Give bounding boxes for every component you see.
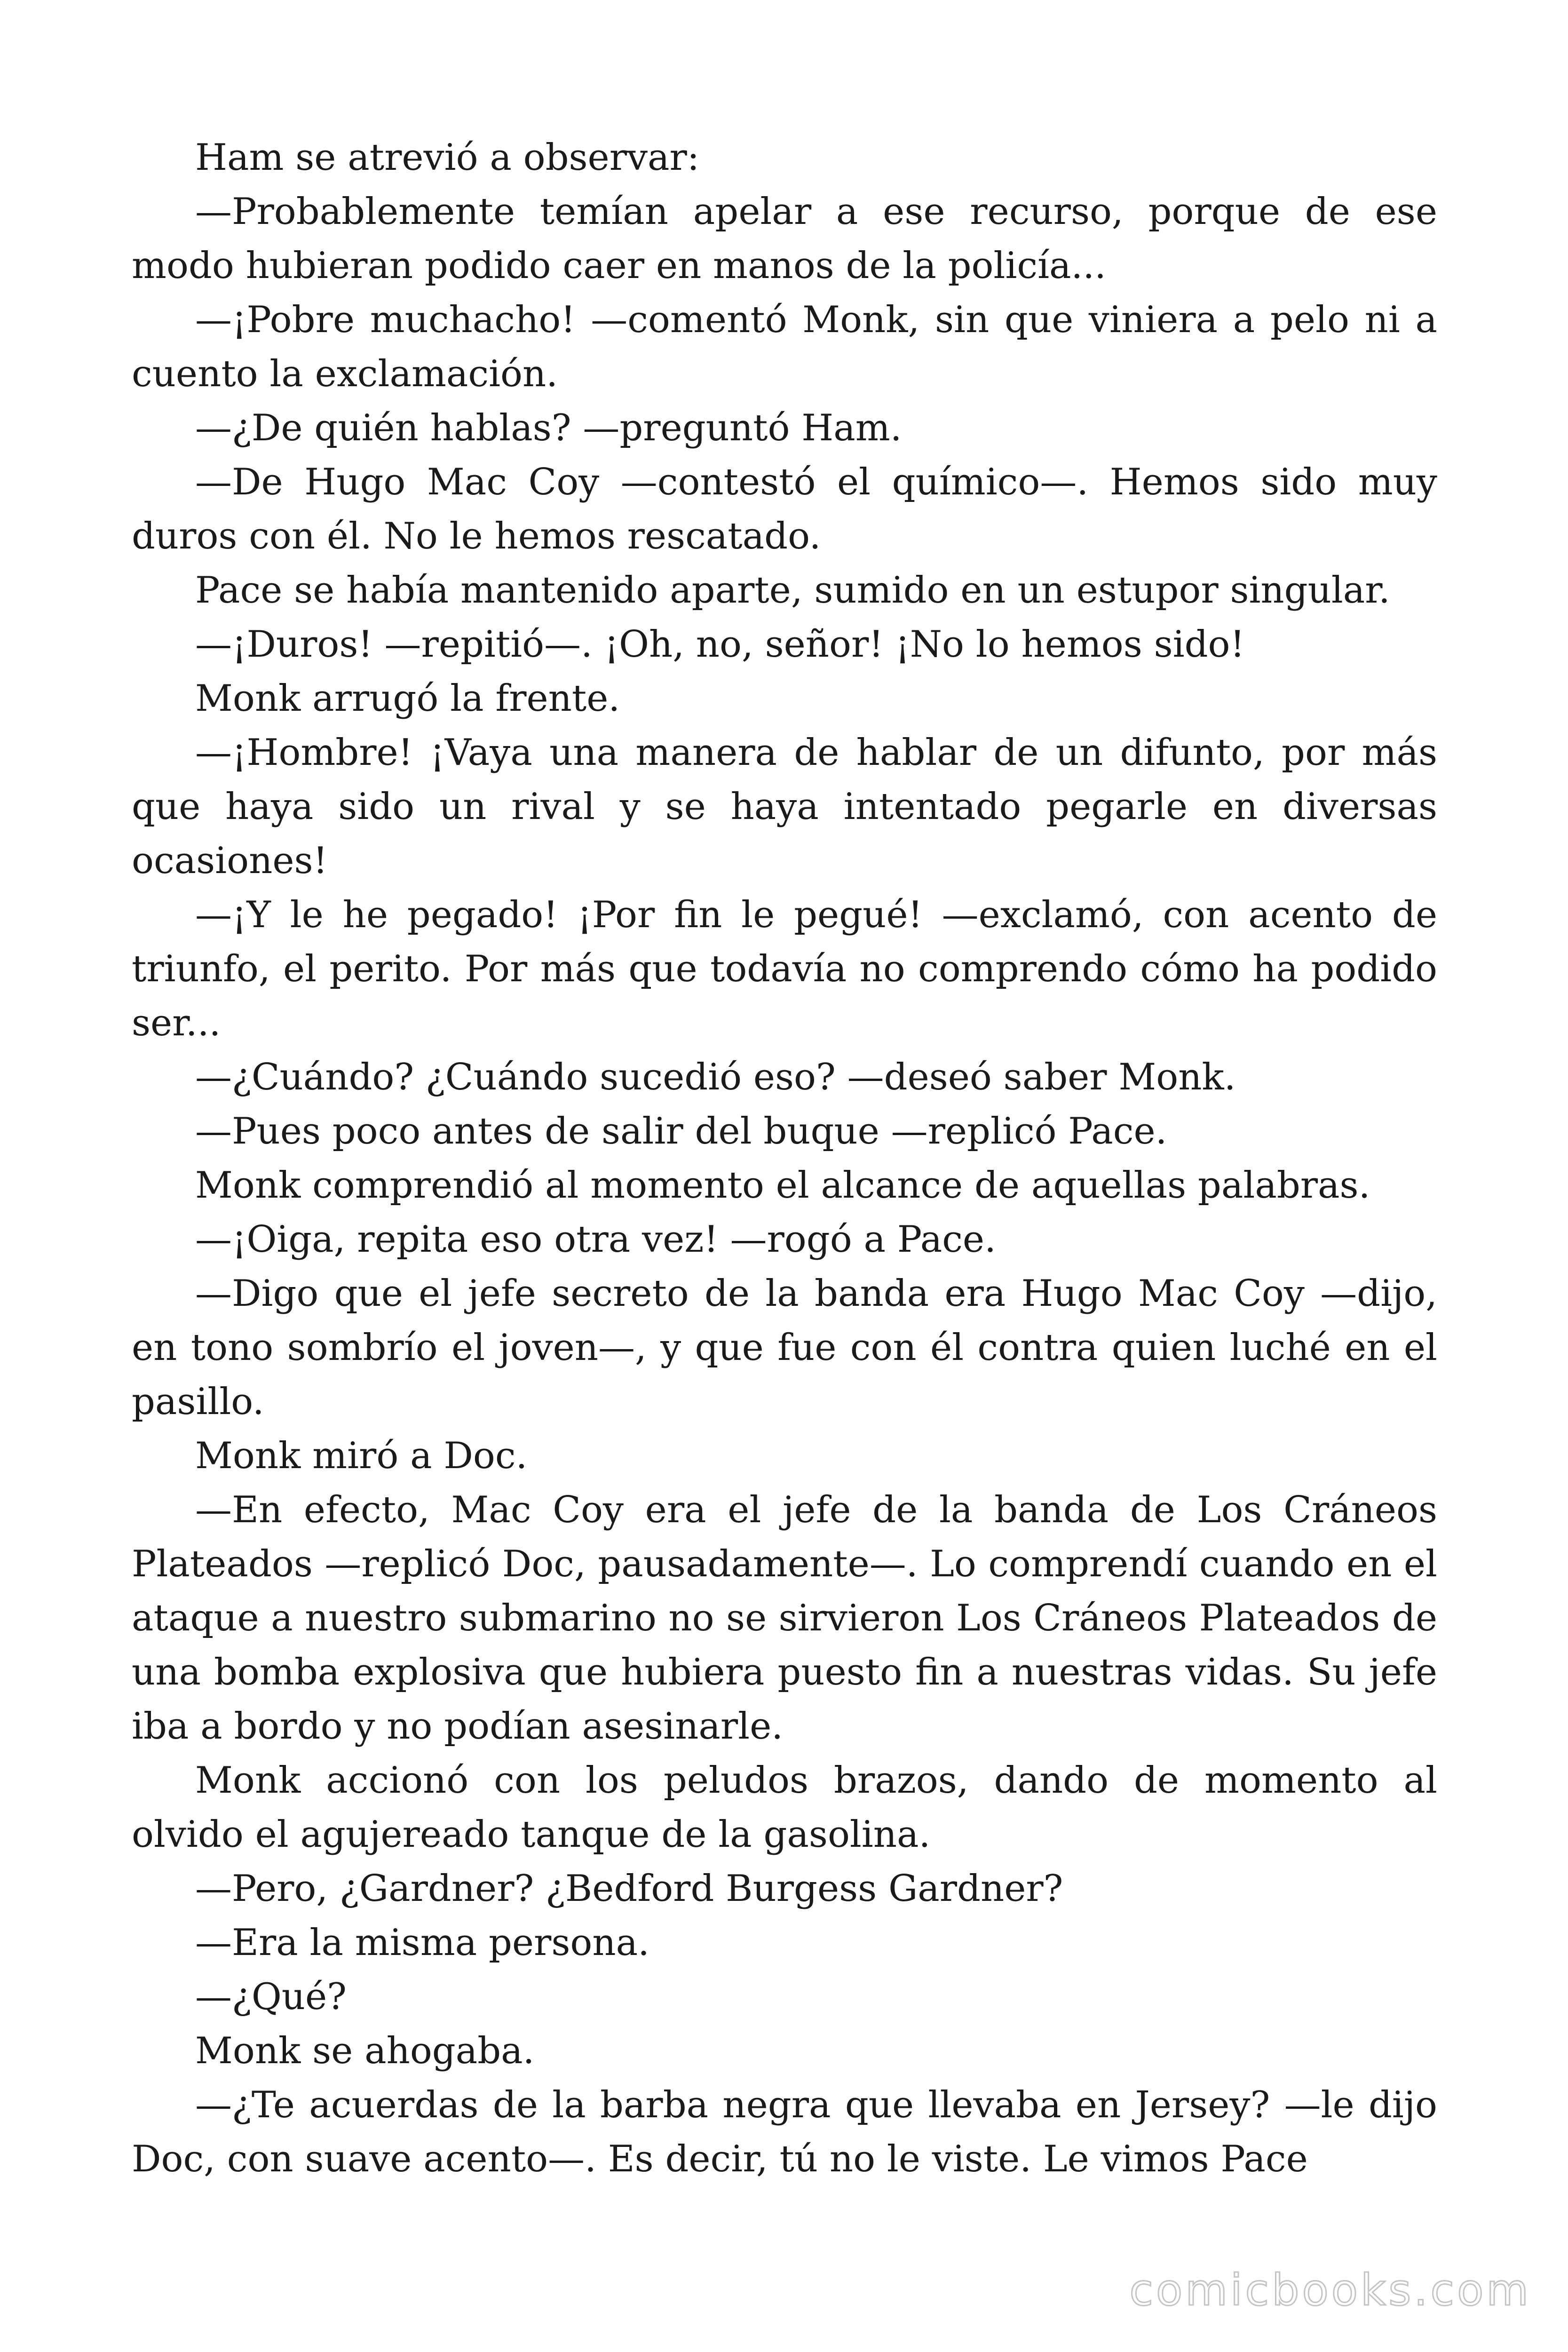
paragraph: Monk comprendió al momento el alcance de aquellas palabras. [195,1164,1370,1207]
paragraph: —¡Oiga, repita eso otra vez! —rogó a Pace. [195,1218,996,1261]
paragraph: —¿De quién hablas? —preguntó Ham. [195,407,902,449]
paragraph: Ham se atrevió a observar: [195,136,700,179]
paragraph: —En efecto, Mac Coy era el jefe de la banda de Los Cráneos Plateados —replicó Doc, pausadamente—. Lo comprendí cuando en el ataque a nuestro submarino no se sirvieron Los Cráneos Plateados de una bomba explosiva que hubiera puesto fin a nuestras vidas. Su jefe iba a bordo y no podían asesinarle. [132,1489,1437,1748]
body-text [132,131,1437,2186]
paragraph: Monk arrugó la frente. [195,677,620,720]
paragraph: —¡Y le he pegado! ¡Por fin le pegué! —exclamó, con acento de triunfo, el perito. Por más que todavía no comprendo cómo ha podido ser... [132,894,1437,1044]
paragraph: —¿Qué? [195,1976,347,2018]
paragraph: —¡Pobre muchacho! —comentó Monk, sin que viniera a pelo ni a cuento la exclamación. [132,299,1437,395]
paragraph: —¡Duros! —repitió—. ¡Oh, no, señor! ¡No lo hemos sido! [195,623,1245,666]
paragraph: —¿Cuándo? ¿Cuándo sucedió eso? —deseó saber Monk. [195,1056,1236,1098]
paragraph: —¿Te acuerdas de la barba negra que llevaba en Jersey? —le dijo Doc, con suave acento—. Es decir, tú no le viste. Le vimos Pace [132,2084,1437,2180]
paragraph: Monk se ahogaba. [195,2030,535,2072]
paragraph: Pace se había mantenido aparte, sumido en un estupor singular. [195,569,1390,612]
paragraph: Monk accionó con los peludos brazos, dando de momento al olvido el agujereado tanque de la gasolina. [132,1759,1437,1856]
paragraph: Monk miró a Doc. [195,1435,528,1477]
paragraph: —Probablemente temían apelar a ese recurso, porque de ese modo hubieran podido caer en manos de la policía... [132,191,1437,287]
paragraph: —Pues poco antes de salir del buque —replicó Pace. [195,1110,1167,1152]
watermark: comicbooks.com [1129,2265,1531,2315]
paragraph: —¡Hombre! ¡Vaya una manera de hablar de un difunto, por más que haya sido un rival y se haya intentado pegarle en diversas ocasiones! [132,731,1437,882]
paragraph: —Era la misma persona. [195,1922,649,1964]
paragraph: —Pero, ¿Gardner? ¿Bedford Burgess Gardner? [195,1867,1063,1910]
paragraph: —De Hugo Mac Coy —contestó el químico—. Hemos sido muy duros con él. No le hemos rescatado. [132,461,1437,557]
paragraph: —Digo que el jefe secreto de la banda era Hugo Mac Coy —dijo, en tono sombrío el joven—, y que fue con él contra quien luché en el pasillo. [132,1272,1437,1423]
